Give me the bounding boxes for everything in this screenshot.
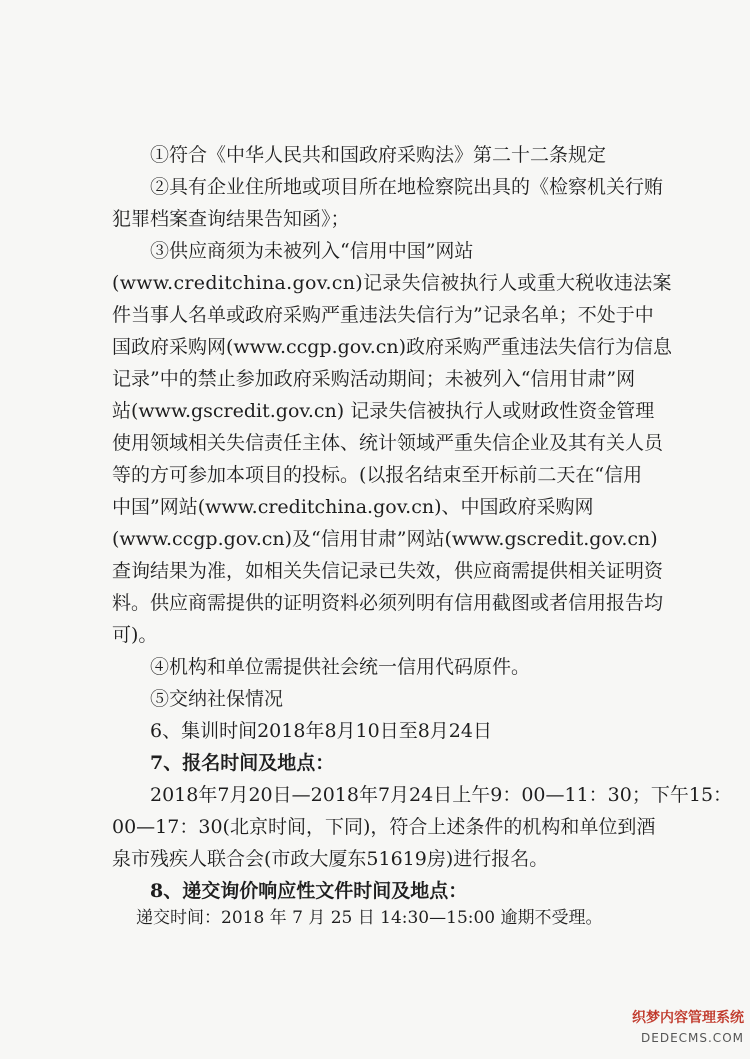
site-watermark <box>626 1007 744 1051</box>
clause-3-line-11: 查询结果为准，如相关失信记录已失效，供应商需提供相关证明资 <box>112 560 664 582</box>
clause-5: ⑤交纳社保情况 <box>150 688 284 710</box>
clause-2: ②具有企业住所地或项目所在地检察院出具的《检察机关行贿 <box>150 176 664 198</box>
section-7-line-1: 2018年7月20日—2018年7月24日上午9：00—11：30；下午15： <box>150 784 733 806</box>
clause-3-line-6: 站(www.gscredit.gov.cn) 记录失信被执行人或财政性资金管理 <box>112 400 655 422</box>
clause-4: ④机构和单位需提供社会统一信用代码原件。 <box>150 656 531 678</box>
section-8-heading: 8、递交询价响应性文件时间及地点： <box>150 880 468 902</box>
clause-1: ①符合《中华人民共和国政府采购法》第二十二条规定 <box>150 144 607 166</box>
clause-3-line-7: 使用领域相关失信责任主体、统计领域严重失信企业及其有关人员 <box>112 432 664 454</box>
clause-3: ③供应商须为未被列入“信用中国”网站 <box>150 240 474 262</box>
clause-2-continued: 犯罪档案查询结果告知函》； <box>112 208 350 230</box>
clause-3-line-9: 中国”网站(www.creditchina.gov.cn)、中国政府采购网 <box>112 496 594 518</box>
watermark-title: 织梦内容管理系统 <box>632 1010 744 1026</box>
section-7-heading: 7、报名时间及地点： <box>150 752 335 774</box>
clause-3-line-10: (www.ccgp.gov.cn)及“信用甘肃”网站(www.gscredit.gov.cn) <box>112 528 658 550</box>
clause-3-line-13: 可)。 <box>112 624 158 646</box>
clause-3-line-2: (www.creditchina.gov.cn)记录失信被执行人或重大税收违法案 <box>112 272 672 294</box>
clause-3-line-4: 国政府采购网(www.ccgp.gov.cn)政府采购严重违法失信行为信息 <box>112 336 673 358</box>
section-7-line-2: 00—17：30(北京时间，下同)，符合上述条件的机构和单位到酒 <box>112 816 656 838</box>
section-7-line-3: 泉市残疾人联合会(市政大厦东51619房)进行报名。 <box>112 848 549 870</box>
clause-3-line-3: 件当事人名单或政府采购严重违法失信行为”记录名单；不处于中 <box>112 304 654 326</box>
section-6-training-time: 6、集训时间2018年8月10日至8月24日 <box>150 720 492 742</box>
clause-3-line-8: 等的方可参加本项目的投标。(以报名结束至开标前二天在“信用 <box>112 464 643 486</box>
clause-3-line-12: 料。供应商需提供的证明资料必须列明有信用截图或者信用报告均 <box>112 592 664 614</box>
watermark-domain: DEDECMS.COM <box>641 1031 744 1045</box>
section-8-submission-time: 递交时间：2018 年 7 月 25 日 14:30—15:00 逾期不受理。 <box>136 908 603 928</box>
clause-3-line-5: 记录”中的禁止参加政府采购活动期间；未被列入“信用甘肃”网 <box>112 368 636 390</box>
